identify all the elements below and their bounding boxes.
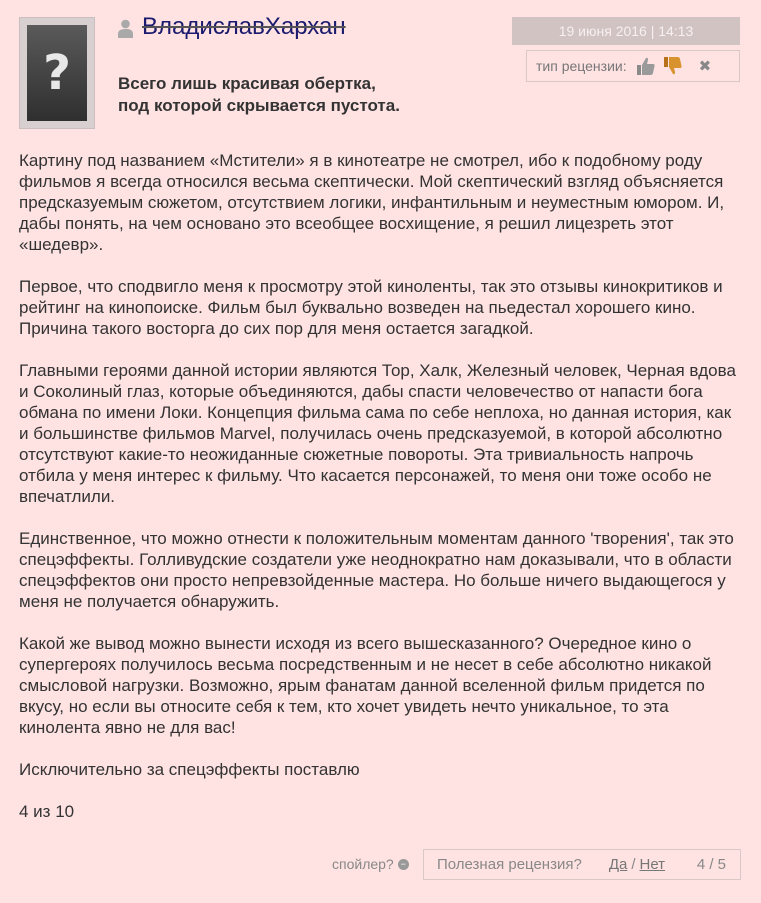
username-link[interactable]: ВладиславХархан	[142, 13, 346, 40]
useful-count: 4 / 5	[696, 856, 726, 873]
no-link[interactable]: Нет	[639, 856, 666, 873]
vote-separator: /	[631, 856, 636, 873]
thumbs-up-icon[interactable]	[635, 55, 657, 77]
review-paragraph: Главными героями данной истории являются Тор, Халк, Железный человек, Черная вдова и Соколиный глаз, которые объединяются, дабы спасти человечество от напасти бога обмана по имени Локи. Концепция фильма сама по себе неплоха, но данная история, как и большинстве фильмов Marvel, получилась очень предсказуемой, в которой абсолютно отсутствуют какие-то неожиданные сюжетные повороты. Эта тривиальность напрочь отбила у меня интерес к фильму. Что касается персонажей, то меня они тоже особо не впечатлили.	[19, 361, 736, 506]
avatar-question-mark: ?	[43, 45, 71, 101]
review-type-label: тип рецензии:	[536, 58, 627, 74]
spoiler-label: спойлер?	[332, 856, 394, 872]
useful-question: Полезная рецензия?	[437, 856, 582, 873]
user-icon	[117, 19, 134, 38]
review-paragraph: Какой же вывод можно вынести исходя из всего вышесказанного? Очередное кино о супергероях получилось весьма посредственным и не несет в себе абсолютно никакой смысловой нагрузки. Возможно, ярым фанатам данной вселенной фильм придется по вкусу, но если вы относите себя к тем, кто хочет увидеть нечто уникальное, то эта кинолента явно не для вас!	[19, 634, 712, 737]
review-body	[19, 150, 744, 843]
review-paragraph: Единственное, что можно отнести к положительным моментам данного 'творения', так это спецэффекты. Голливудские создатели уже неоднократно нам доказывали, что в области спецэффектов они просто непревзойденные мастера. Но больше ничего выдающегося у меня не получается обнаружить.	[19, 529, 734, 611]
useful-review-box	[423, 849, 741, 880]
headline-line-1: Всего лишь красивая обертка,	[118, 74, 376, 93]
review-date: 19 июня 2016 | 14:13	[512, 17, 740, 45]
review-paragraph: Первое, что сподвигло меня к просмотру этой киноленты, так это отзывы кинокритиков и рейтинг на кинопоиске. Фильм был буквально возведен на пьедестал хорошего кино. Причина такого восторга до сих пор для меня остается загадкой.	[19, 277, 723, 338]
headline-line-2: под которой скрывается пустота.	[118, 96, 400, 115]
yes-link[interactable]: Да	[608, 856, 628, 873]
avatar[interactable]	[19, 17, 95, 129]
review-score: 4 из 10	[19, 802, 75, 821]
spoiler-icon: −	[398, 859, 409, 870]
spoiler-toggle[interactable]	[332, 856, 409, 872]
review-type-box	[526, 50, 740, 82]
review-paragraph: Исключительно за спецэффекты поставлю	[19, 760, 360, 779]
review-headline	[118, 73, 400, 117]
close-icon[interactable]: ✖	[698, 58, 712, 75]
review-paragraph: Картину под названием «Мстители» я в кинотеатре не смотрел, ибо к подобному роду фильмов я всегда относился весьма скептически. Мой скептический взгляд объясняется предсказуемым сюжетом, отсутствием логики, инфантильным и неуместным юмором. И, дабы понять, на чем основано это всеобщее восхищение, я решил лицезреть этот «шедевр».	[19, 151, 725, 254]
avatar-placeholder	[27, 25, 87, 121]
thumbs-down-icon[interactable]	[662, 55, 684, 77]
